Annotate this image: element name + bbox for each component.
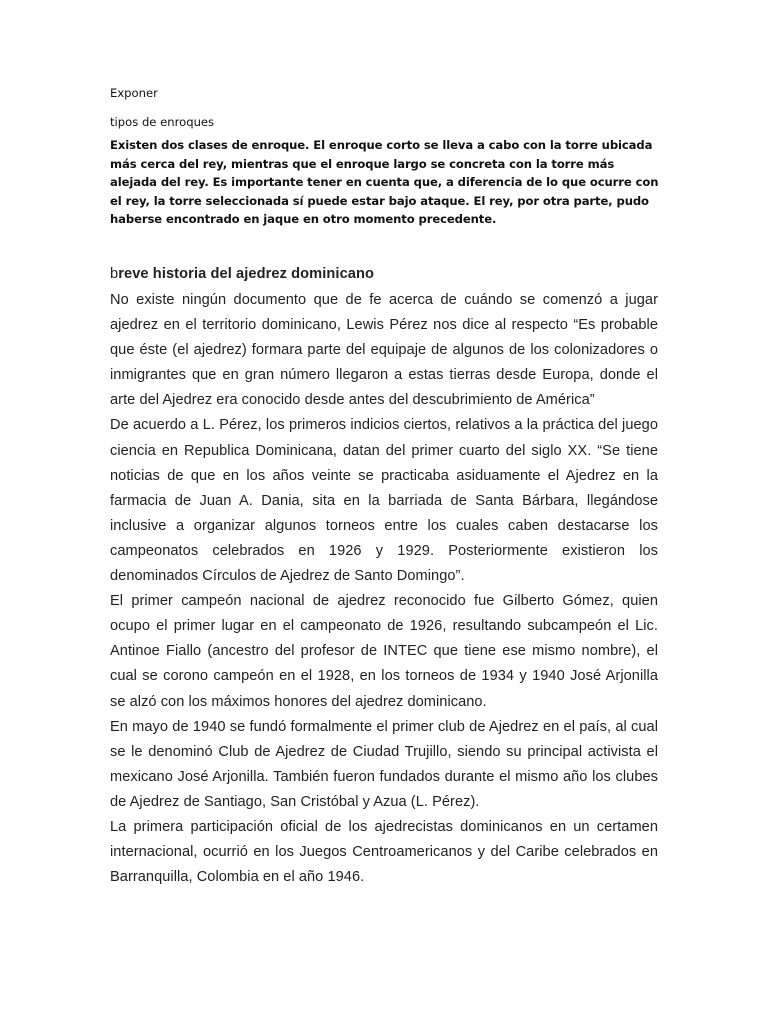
intro-paragraph: Existen dos clases de enroque. El enroque corto se lleva a cabo con la torre ubicada más cerca del rey, mientras que el enroque largo se concreta con la torre más alejada del rey. Es importante tener en cuenta que, a diferencia de lo que ocurre con el rey, la torre seleccionada sí puede estar bajo ataque. El rey, por otra parte, pudo haberse encontrado en jaque en otro momento precedente. — [110, 138, 659, 227]
heading-tipos-de-enroques: tipos de enroques — [110, 115, 215, 129]
history-section — [110, 262, 658, 890]
section-title-rest: reve historia del ajedrez dominicano — [118, 266, 375, 282]
paragraph-first-club: En mayo de 1940 se fundó formalmente el primer club de Ajedrez en el país, al cual se le denominó Club de Ajedrez de Ciudad Trujillo, siendo su principal activista el mexicano José Arjonilla. También fueron fundados durante el mismo año los clubes de Ajedrez de Santiago, San Cristóbal y Azua (L. Pérez). — [110, 718, 658, 810]
paragraph-first-international: La primera participación oficial de los ajedrecistas dominicanos en un certamen internacional, ocurrió en los Juegos Centroamericanos y del Caribe celebrados en Barranquilla, Colombia en el año 1946. — [110, 818, 658, 886]
section-title — [110, 262, 658, 286]
section-title-lead: b — [110, 266, 119, 282]
paragraph-first-indications: De acuerdo a L. Pérez, los primeros indicios ciertos, relativos a la práctica del juego ciencia en Republica Dominicana, datan del primer cuarto del siglo XX. “Se tiene noticias de que en los años veinte se practicaba asiduamente el Ajedrez en la farmacia de Juan A. Dania, sita en la barriada de Santa Bárbara, llegándose inclusive a organizar algunos torneos entre los cuales caben destacarse los campeonatos celebrados en 1926 y 1929. Posteriormente existieron los denominados Círculos de Ajedrez de Santo Domingo”. — [110, 417, 658, 585]
paragraph-origin: No existe ningún documento que de fe acerca de cuándo se comenzó a jugar ajedrez en el territorio dominicano, Lewis Pérez nos dice al respecto “Es probable que éste (el ajedrez) formara parte del equipaje de algunos de los colonizadores o inmigrantes que en gran número llegaron a estas tierras desde Europa, donde el arte del Ajedrez era conocido desde antes del descubrimiento de América” — [110, 292, 658, 409]
paragraph-first-champion: El primer campeón nacional de ajedrez reconocido fue Gilberto Gómez, quien ocupo el primer lugar en el campeonato de 1926, resultando subcampeón el Lic. Antinoe Fiallo (ancestro del profesor de INTEC que tiene ese mismo nombre), el cual se corono campeón en el 1928, en los torneos de 1934 y 1940 José Arjonilla se alzó con los máximos honores del ajedrez dominicano. — [110, 593, 658, 710]
heading-exponer: Exponer — [110, 86, 158, 100]
